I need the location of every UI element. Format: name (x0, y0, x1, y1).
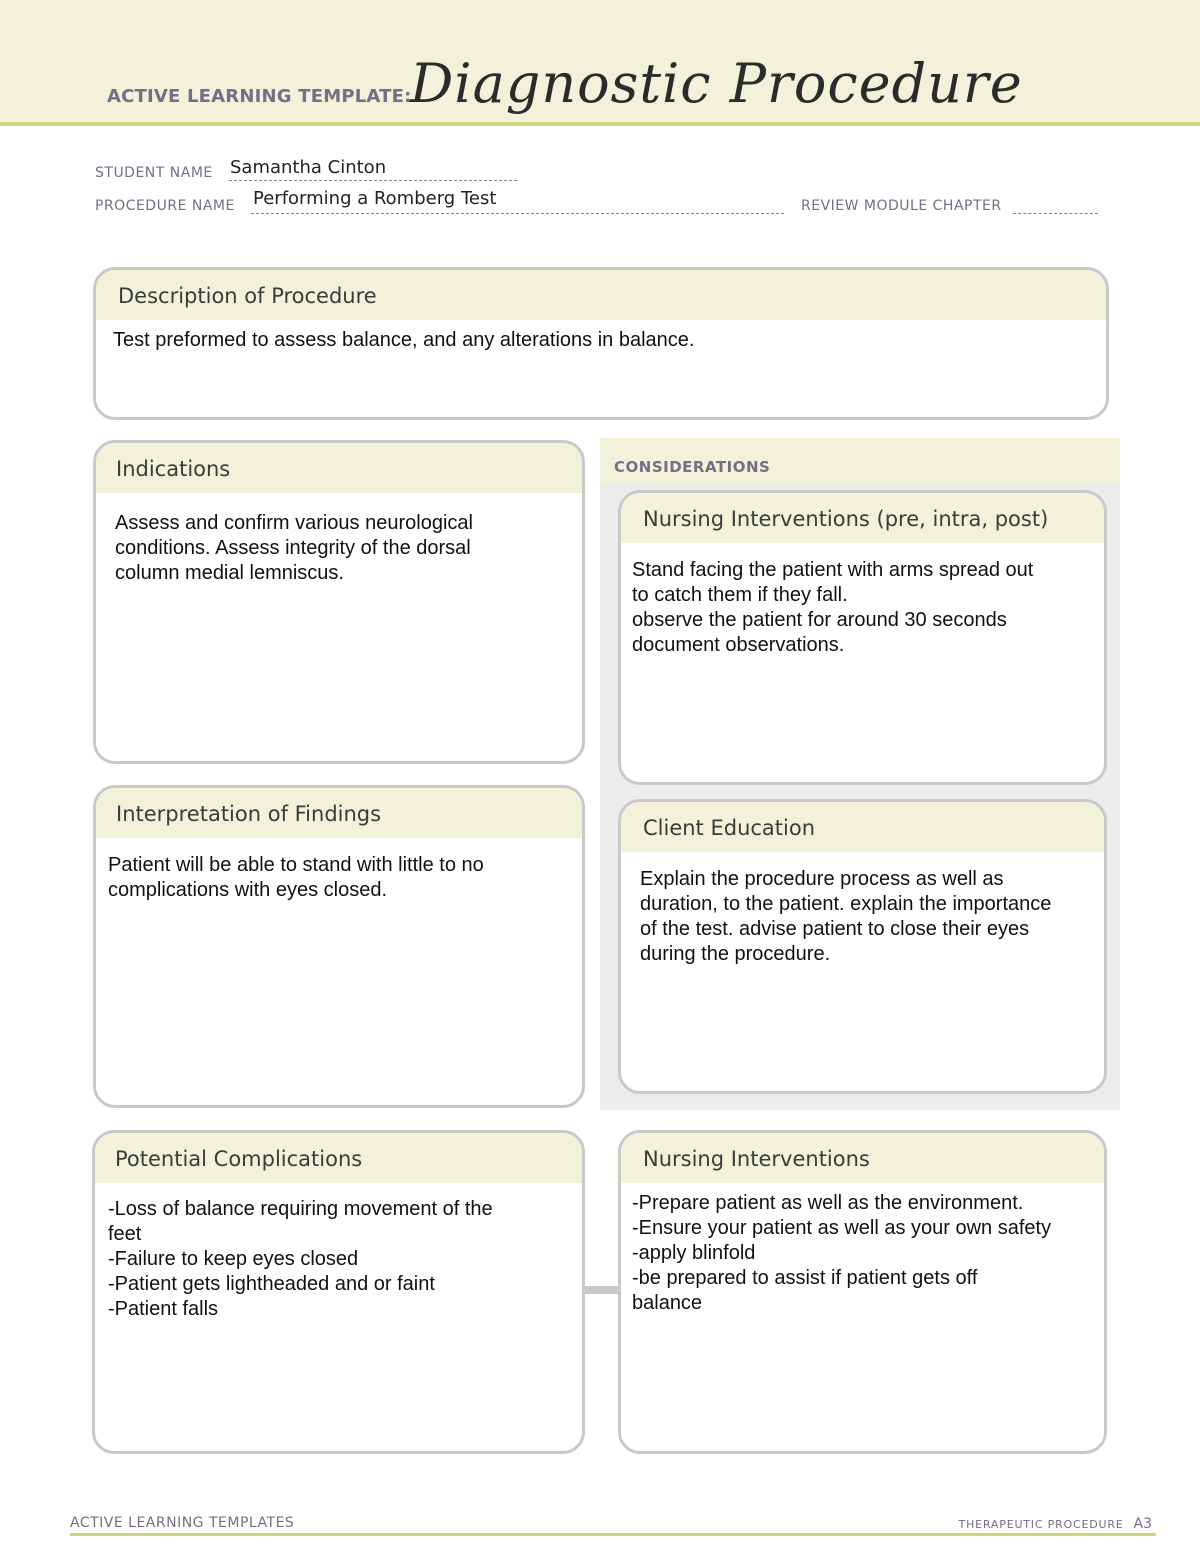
potential-complications-box (92, 1130, 585, 1454)
procedure-name-label: PROCEDURE NAME (95, 198, 235, 214)
template-label: ACTIVE LEARNING TEMPLATE: (107, 86, 412, 107)
interpretation-box (93, 785, 585, 1108)
interpretation-body[interactable]: Patient will be able to stand with little to no complications with eyes closed. (108, 854, 484, 901)
interpretation-heading: Interpretation of Findings (96, 788, 582, 838)
nursing-interventions-box (618, 1130, 1107, 1454)
description-body[interactable]: Test preformed to assess balance, and any alterations in balance. (113, 329, 695, 351)
considerations-label: CONSIDERATIONS (614, 458, 771, 476)
client-education-body[interactable]: Explain the procedure process as well as duration, to the patient. explain the importance of the test. advise patient to close their eyes during the procedure. (640, 868, 1052, 965)
student-name-line (229, 180, 517, 181)
client-education-heading: Client Education (621, 802, 1104, 852)
potential-complications-body[interactable]: -Loss of balance requiring movement of the feet -Failure to keep eyes closed -Patient gets lightheaded and or faint -Patient falls (108, 1198, 493, 1320)
nursing-interventions-heading: Nursing Interventions (621, 1133, 1104, 1183)
footer-right-label (959, 1516, 1152, 1532)
nursing-interventions-pip-heading: Nursing Interventions (pre, intra, post) (621, 493, 1104, 543)
connector-bar (582, 1286, 622, 1294)
nursing-interventions-pip-box (618, 490, 1107, 785)
description-box (93, 267, 1109, 420)
footer-section-label: THERAPEUTIC PROCEDURE (958, 1518, 1124, 1531)
student-name-field[interactable]: Samantha Cinton (230, 157, 387, 178)
nursing-interventions-body[interactable]: -Prepare patient as well as the environment. -Ensure your patient as well as your own safety -apply blinfold -be prepared to assist if patient gets off balance (632, 1192, 1052, 1314)
indications-body[interactable]: Assess and confirm various neurological conditions. Assess integrity of the dorsal column medial lemniscus. (115, 512, 473, 584)
client-education-box (618, 799, 1107, 1094)
footer-rule (70, 1533, 1156, 1536)
header-rule (0, 122, 1200, 126)
page-number: A3 (1133, 1516, 1152, 1532)
potential-complications-heading: Potential Complications (95, 1133, 582, 1183)
indications-box (93, 440, 585, 764)
description-heading: Description of Procedure (96, 270, 1106, 320)
page-title: Diagnostic Procedure (410, 52, 1023, 115)
student-name-label: STUDENT NAME (95, 165, 213, 181)
indications-heading: Indications (96, 443, 582, 493)
procedure-name-field[interactable]: Performing a Romberg Test (253, 188, 497, 209)
procedure-name-line (251, 213, 784, 214)
review-module-line (1013, 213, 1098, 214)
footer-left-label: ACTIVE LEARNING TEMPLATES (70, 1515, 295, 1531)
nursing-interventions-pip-body[interactable]: Stand facing the patient with arms spread out to catch them if they fall. observe the patient for around 30 seconds document observations. (632, 559, 1034, 656)
review-module-label: REVIEW MODULE CHAPTER (801, 198, 1002, 214)
